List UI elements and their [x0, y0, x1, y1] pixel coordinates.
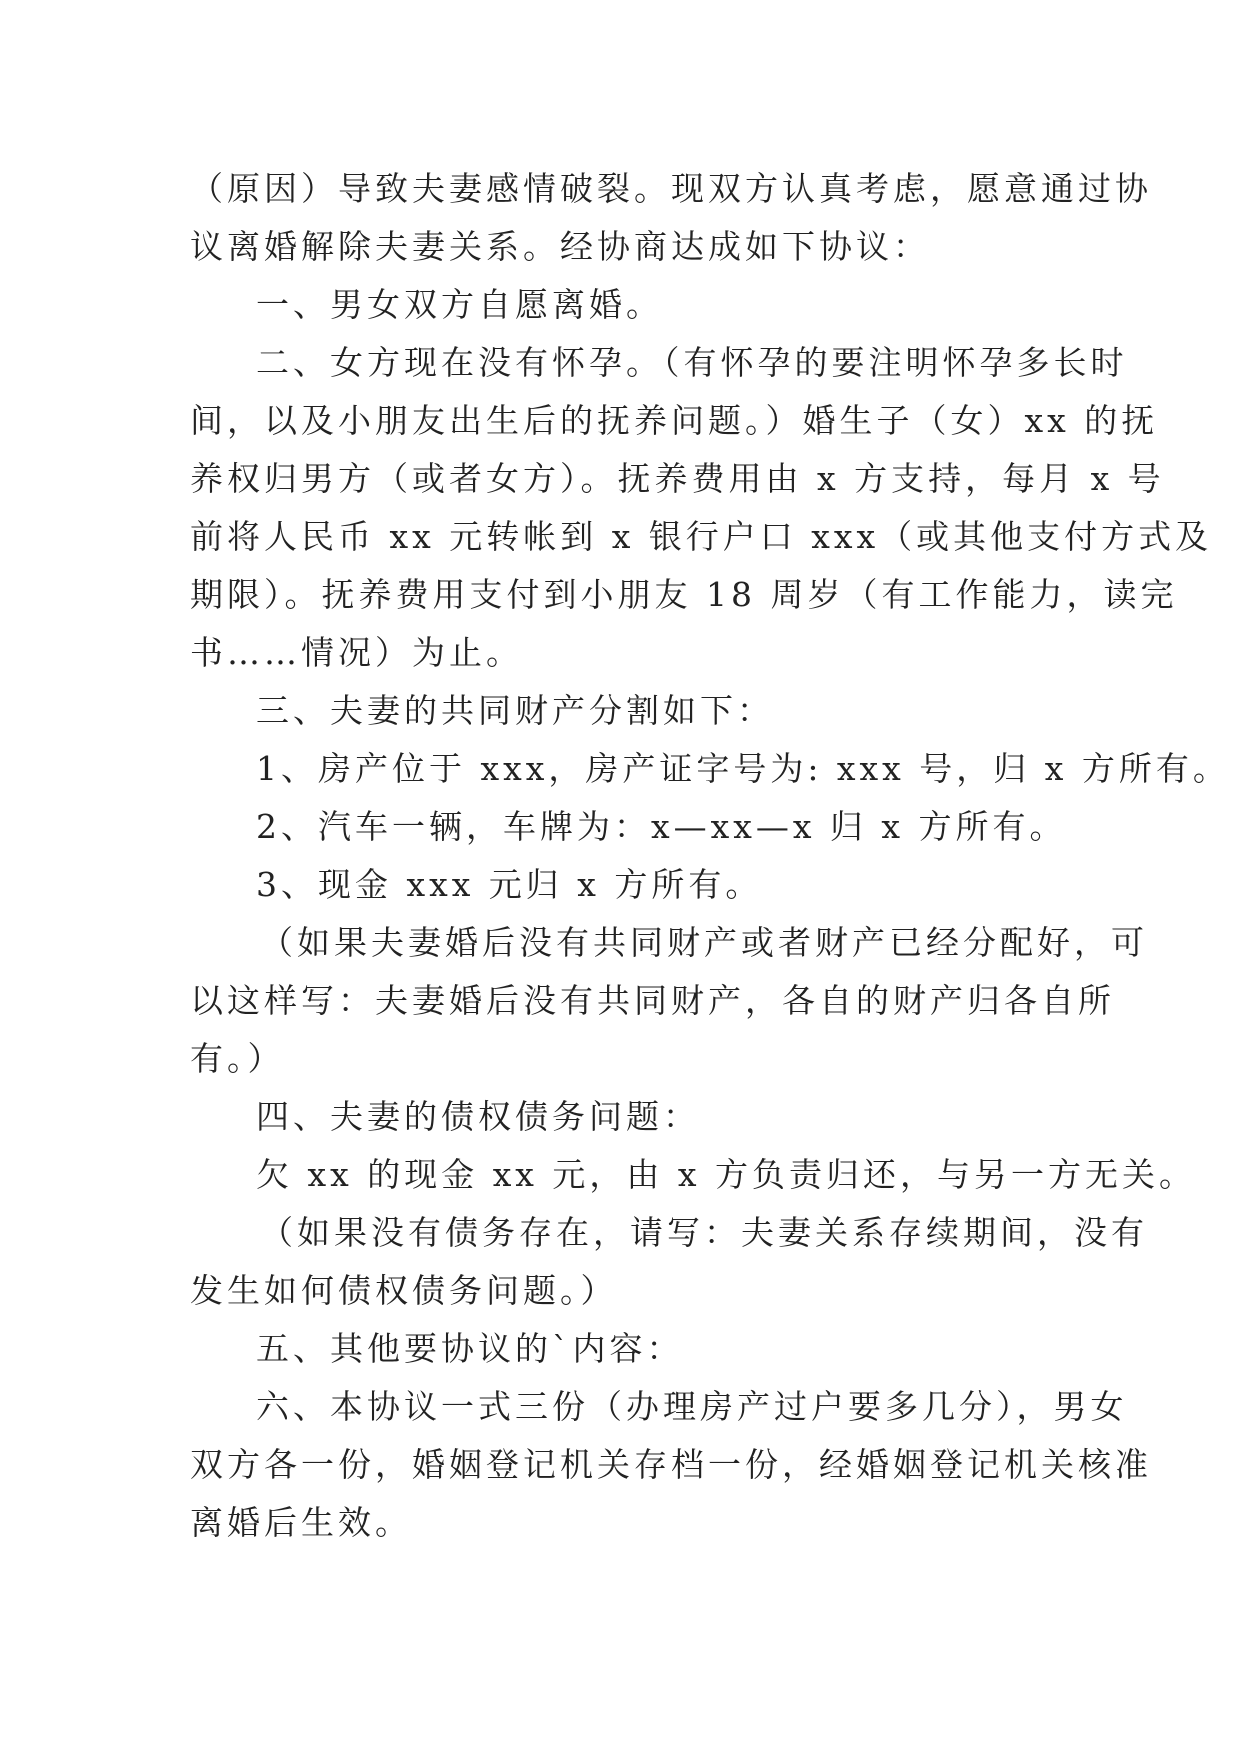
paragraph-line: 双方各一份，婚姻登记机关存档一份，经婚姻登记机关核准	[190, 1445, 1152, 1484]
clause-6: 六、本协议一式三份（办理房产过户要多几分），男女	[256, 1387, 1128, 1426]
clause-3: 三、夫妻的共同财产分割如下：	[256, 691, 774, 730]
paragraph-line: 议离婚解除夫妻关系。经协商达成如下协议：	[190, 227, 930, 266]
debt-item: 欠 xx 的现金 xx 元，由 x 方负责归还，与另一方无关。	[256, 1155, 1196, 1194]
paragraph-line: 发生如何债权债务问题。）	[190, 1271, 618, 1310]
clause-2: 二、女方现在没有怀孕。（有怀孕的要注明怀孕多长时	[256, 343, 1128, 382]
property-item-2: 2、汽车一辆，车牌为：x—xx—x 归 x 方所有。	[256, 807, 1067, 846]
property-note: （如果夫妻婚后没有共同财产或者财产已经分配好，可	[260, 923, 1148, 962]
clause-5: 五、其他要协议的`内容：	[256, 1329, 684, 1368]
paragraph-line: 书……情况）为止。	[190, 633, 523, 672]
document-body	[190, 160, 1230, 1552]
paragraph-line: 以这样写：夫妻婚后没有共同财产，各自的财产归各自所	[190, 981, 1115, 1020]
clause-4: 四、夫妻的债权债务问题：	[256, 1097, 700, 1136]
property-item-3: 3、现金 xxx 元归 x 方所有。	[256, 865, 763, 904]
clause-1: 一、男女双方自愿离婚。	[256, 285, 663, 324]
paragraph-line: 离婚后生效。	[190, 1503, 412, 1542]
paragraph-line: 有。）	[190, 1039, 285, 1078]
paragraph-line: 养权归男方（或者女方）。抚养费用由 x 方支持，每月 x 号	[190, 459, 1165, 498]
debt-note: （如果没有债务存在，请写：夫妻关系存续期间，没有	[260, 1213, 1148, 1252]
paragraph-line: 期限）。抚养费用支付到小朋友 18 周岁（有工作能力，读完	[190, 575, 1178, 614]
property-item-1: 1、房产位于 xxx，房产证字号为: xxx 号，归 x 方所有。	[256, 749, 1230, 788]
paragraph-line: 前将人民币 xx 元转帐到 x 银行户口 xxx（或其他支付方式及	[190, 517, 1213, 556]
paragraph-line: 间，以及小朋友出生后的抚养问题。）婚生子（女）xx 的抚	[190, 401, 1159, 440]
paragraph-line: （原因）导致夫妻感情破裂。现双方认真考虑，愿意通过协	[190, 169, 1152, 208]
